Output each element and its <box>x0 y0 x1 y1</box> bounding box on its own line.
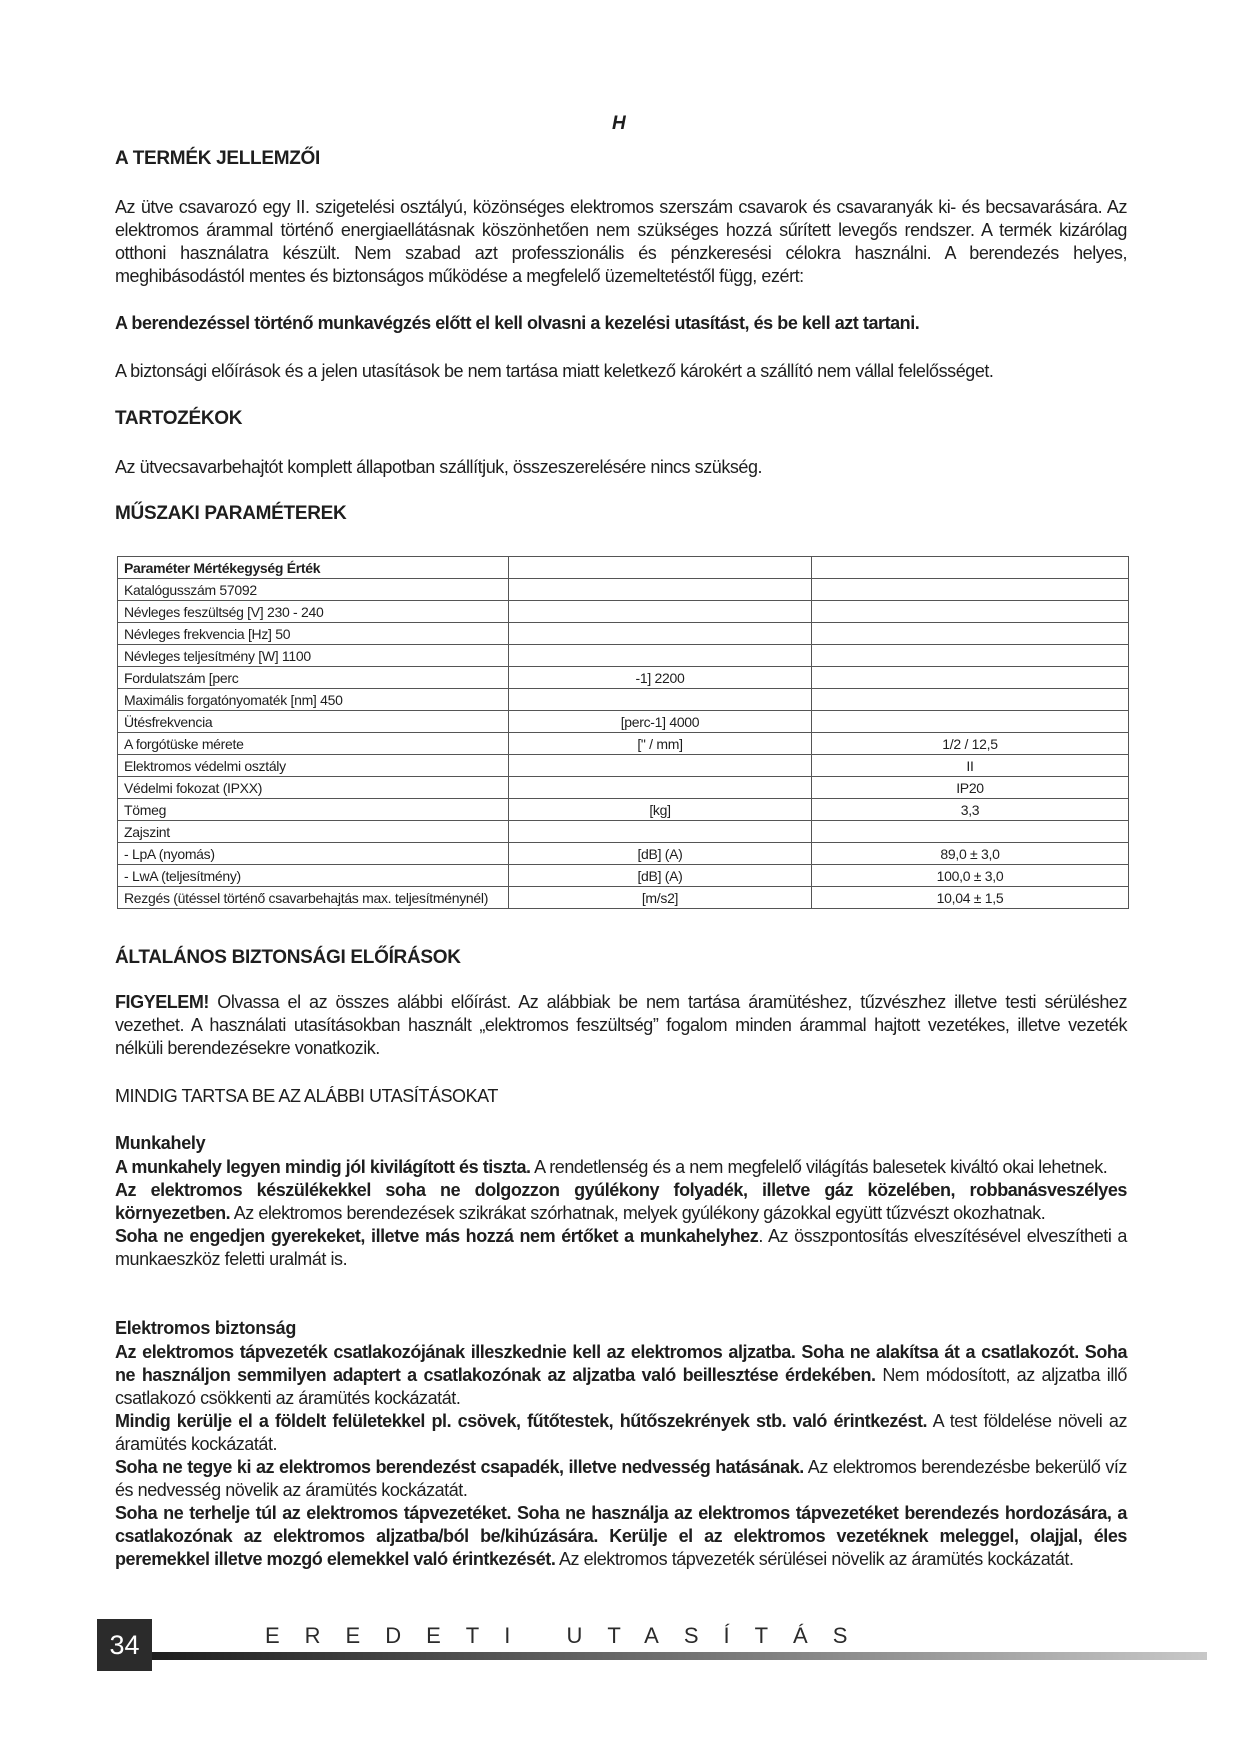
table-cell: [dB] (A) <box>509 843 812 865</box>
table-row <box>118 755 1129 777</box>
rule-text: A test földelése növeli az áramütés kockázatát. <box>115 1411 1128 1454</box>
table-cell: 1/2 / 12,5 <box>812 733 1129 755</box>
params-heading: MŰSZAKI PARAMÉTEREK <box>115 503 347 524</box>
rule-emphasis: Az elektromos tápvezeték csatlakozójának illeszkednie kell az elektromos aljzatba. Soha ne alakítsa át a csatlakozót. Soha ne használjon semmilyen adaptert a csatlakozónak az aljzatba való beillesztése érdekében. <box>115 1342 1127 1385</box>
table-row <box>118 645 1129 667</box>
table-row <box>118 865 1129 887</box>
table-row <box>118 887 1129 909</box>
rule-text: . Az összpontosítás elveszítésével elveszítheti a munkaeszköz feletti uralmát is. <box>115 1226 1127 1269</box>
workplace-rules <box>115 1156 1127 1271</box>
rule-text: Az elektromos berendezésbe bekerülő víz és nedvesség növelik az áramütés kockázatát. <box>115 1457 1127 1500</box>
table-cell <box>812 645 1129 667</box>
table-row <box>118 667 1129 689</box>
table-cell <box>812 579 1129 601</box>
workplace-rule-1 <box>115 1156 1127 1179</box>
electric-rule-1 <box>115 1341 1127 1410</box>
footer-bar <box>152 1652 1207 1660</box>
always-note: MINDIG TARTSA BE AZ ALÁBBI UTASÍTÁSOKAT <box>115 1086 498 1106</box>
warning-text: Olvassa el az összes alábbi előírást. Az alábbiak be nem tartása áramütéshez, tűzvészhez illetve testi sérüléshez vezethet. A használati utasításokban használt „elektromos feszültség” fogalom minden árammal hajtott vezetékes, illetve vezeték nélküli berendezésekre vonatkozik. <box>115 992 1127 1058</box>
table-cell: 89,0 ± 3,0 <box>812 843 1129 865</box>
table-header-row <box>118 557 1129 579</box>
table-cell: Elektromos védelmi osztály <box>118 755 509 777</box>
workplace-rule-2 <box>115 1179 1127 1225</box>
table-cell <box>509 821 812 843</box>
footer-title: EREDETI UTASÍTÁS <box>265 1623 873 1648</box>
table-cell: [dB] (A) <box>509 865 812 887</box>
table-cell <box>812 821 1129 843</box>
accessories-heading: TARTOZÉKOK <box>115 408 243 429</box>
workplace-rule-3 <box>115 1225 1127 1271</box>
table-cell: 10,04 ± 1,5 <box>812 887 1129 909</box>
table-header-cell-empty <box>509 557 812 579</box>
table-row <box>118 711 1129 733</box>
features-paragraph: Az ütve csavarozó egy II. szigetelési osztályú, közönséges elektromos szerszám csavarok és csavaranyák ki- és becsavarására. Az elektromos árammal történő energiaellátásnak köszönhetően nem szükséges hozzá sűrített levegős rendszer. A termék kizárólag otthoni használatra készült. Nem szabad azt professzionális és pénzkeresési célokra használni. A berendezés helyes, meghibásodástól mentes és biztonságos működése a megfelelő üzemeltetéstől függ, ezért: <box>115 197 1127 286</box>
table-cell <box>812 623 1129 645</box>
table-row <box>118 843 1129 865</box>
rule-emphasis: A munkahely legyen mindig jól kivilágított és tiszta. <box>115 1157 531 1177</box>
table-header-cell: Paraméter Mértékegység Érték <box>118 557 509 579</box>
accessories-paragraph: Az ütvecsavarbehajtót komplett állapotban szállítjuk, összeszerelésére nincs szükség. <box>115 457 763 477</box>
table-cell <box>812 667 1129 689</box>
parameters-table <box>117 556 1129 909</box>
table-cell <box>812 601 1129 623</box>
rule-text: Nem módosított, az aljzatba illő csatlakozó csökkenti az áramütés kockázatát. <box>115 1365 1127 1408</box>
table-header-cell-empty <box>812 557 1129 579</box>
table-cell: Ütésfrekvencia <box>118 711 509 733</box>
rule-emphasis: Mindig kerülje el a földelt felületekkel pl. csövek, fűtőtestek, hűtőszekrények stb. való érintkezést. <box>115 1411 928 1431</box>
rule-text: Az elektromos tápvezeték sérülései növelik az áramütés kockázatát. <box>555 1549 1074 1569</box>
table-cell: Katalógusszám 57092 <box>118 579 509 601</box>
electric-rules <box>115 1341 1127 1571</box>
warning-paragraph <box>115 991 1127 1060</box>
table-cell <box>509 755 812 777</box>
table-cell: [perc-1] 4000 <box>509 711 812 733</box>
table-cell: Rezgés (ütéssel történő csavarbehajtás max. teljesítménynél) <box>118 887 509 909</box>
table-row <box>118 733 1129 755</box>
table-row <box>118 689 1129 711</box>
rule-text: A rendetlenség és a nem megfelelő világítás balesetek kiváltó okai lehetnek. <box>530 1157 1108 1177</box>
rule-emphasis: Soha ne terhelje túl az elektromos tápvezetéket. Soha ne használja az elektromos tápvezetéket berendezés hordozására, a csatlakozónak az elektromos aljzatba/ból be/kihúzására. Kerülje el az elektromos vezetéknek meleggel, olajjal, éles peremekkel illetve mozgó elemekkel való érintkezését. <box>115 1503 1127 1569</box>
liability-paragraph: A biztonsági előírások és a jelen utasítások be nem tartása miatt keletkező károkért a szállító nem vállal felelősséget. <box>115 361 994 381</box>
rule-text: Az elektromos berendezések szikrákat szórhatnak, melyek gyúlékony gázokkal együtt tűzvészt okozhatnak. <box>230 1203 1046 1223</box>
table-cell <box>812 711 1129 733</box>
table-cell: Maximális forgatónyomaték [nm] 450 <box>118 689 509 711</box>
table-cell: Tömeg <box>118 799 509 821</box>
table-row <box>118 777 1129 799</box>
table-row <box>118 821 1129 843</box>
table-cell <box>509 777 812 799</box>
table-cell: 3,3 <box>812 799 1129 821</box>
table-cell: IP20 <box>812 777 1129 799</box>
features-bold-note: A berendezéssel történő munkavégzés előtt el kell olvasni a kezelési utasítást, és be kell azt tartani. <box>115 313 920 333</box>
table-cell: Névleges feszültség [V] 230 - 240 <box>118 601 509 623</box>
table-row <box>118 579 1129 601</box>
rule-emphasis: Soha ne tegye ki az elektromos berendezést csapadék, illetve nedvesség hatásának. <box>115 1457 804 1477</box>
table-cell: II <box>812 755 1129 777</box>
rule-emphasis: Soha ne engedjen gyerekeket, illetve más hozzá nem értőket a munkahelyhez <box>115 1226 759 1246</box>
language-mark: H <box>612 113 626 134</box>
table-cell: Névleges frekvencia [Hz] 50 <box>118 623 509 645</box>
features-heading: A TERMÉK JELLEMZŐI <box>115 148 321 169</box>
table-row <box>118 623 1129 645</box>
table-cell: [" / mm] <box>509 733 812 755</box>
table-cell <box>509 601 812 623</box>
table-cell <box>509 579 812 601</box>
table-cell: [kg] <box>509 799 812 821</box>
table-row <box>118 601 1129 623</box>
table-cell: 100,0 ± 3,0 <box>812 865 1129 887</box>
electric-rule-2 <box>115 1410 1127 1456</box>
table-cell <box>509 689 812 711</box>
rule-emphasis: Az elektromos készülékekkel soha ne dolgozzon gyúlékony folyadék, illetve gáz közelében, robbanásveszélyes környezetben. <box>115 1180 1127 1223</box>
table-cell: A forgótüske mérete <box>118 733 509 755</box>
table-row <box>118 799 1129 821</box>
electric-rule-3 <box>115 1456 1127 1502</box>
table-cell <box>509 645 812 667</box>
table-cell: -1] 2200 <box>509 667 812 689</box>
table-cell: Védelmi fokozat (IPXX) <box>118 777 509 799</box>
page-number: 34 <box>97 1619 152 1671</box>
table-cell: Névleges teljesítmény [W] 1100 <box>118 645 509 667</box>
table-cell: Fordulatszám [perc <box>118 667 509 689</box>
table-cell: - LpA (nyomás) <box>118 843 509 865</box>
table-cell: Zajszint <box>118 821 509 843</box>
electric-heading: Elektromos biztonság <box>115 1318 297 1338</box>
table-cell <box>812 689 1129 711</box>
electric-rule-4 <box>115 1502 1127 1571</box>
table-cell: - LwA (teljesítmény) <box>118 865 509 887</box>
warning-label: FIGYELEM! <box>115 992 209 1012</box>
table-cell: [m/s2] <box>509 887 812 909</box>
table-cell <box>509 623 812 645</box>
workplace-heading: Munkahely <box>115 1133 206 1153</box>
safety-heading: ÁLTALÁNOS BIZTONSÁGI ELŐÍRÁSOK <box>115 947 461 968</box>
